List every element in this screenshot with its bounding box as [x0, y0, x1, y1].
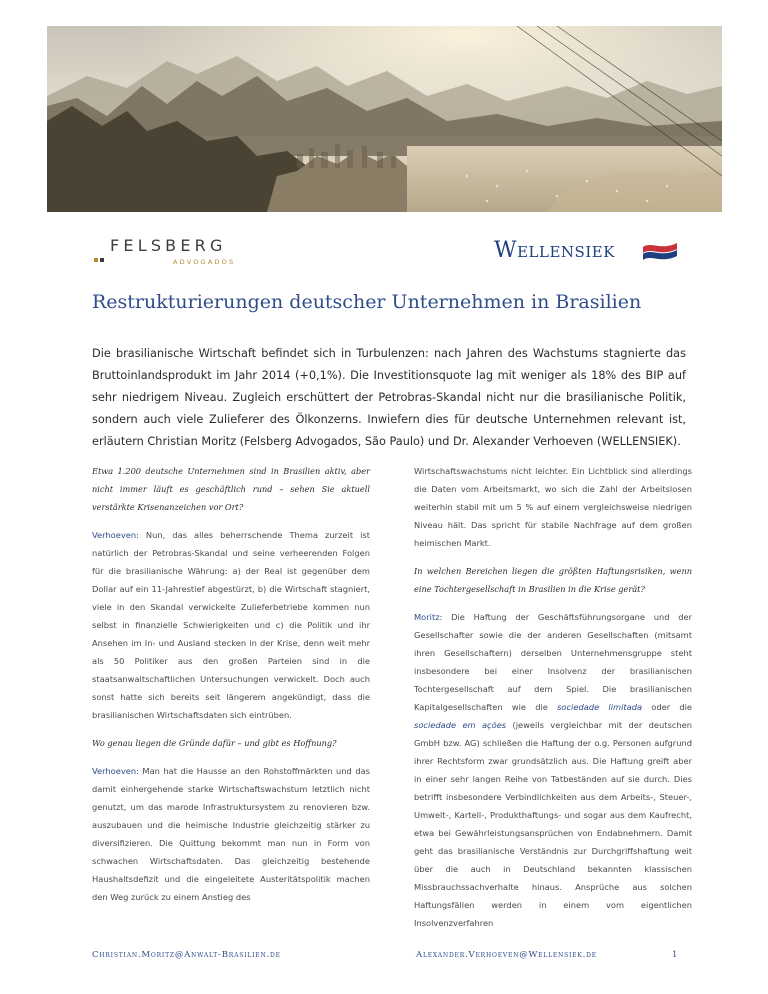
question-2: Wo genau liegen die Gründe dafür – und gibt es Hoffnung? — [92, 738, 337, 748]
speaker-label: Moritz: — [414, 612, 443, 622]
email-link-moritz[interactable]: Christian.Moritz@Anwalt-Brasilien.de — [92, 950, 281, 960]
answer-2-continued: Wirtschaftswachstums nicht leichter. Ein Lichtblick sind allerdings die Daten vom Arbeitsmarkt, wo sich die Zahl der Arbeitslosen weiterhin stabil mit um 5 % auf einem vergleichsweise niedrigen Niveau hält. Das spricht für stabile Nachfrage auf dem großen heimischen Markt. — [414, 466, 692, 548]
answer-text: oder die — [642, 702, 693, 712]
legal-term: sociedade limitada — [557, 702, 643, 712]
wellensiek-logo — [494, 238, 684, 268]
answer-text: Nun, das alles beherrschende Thema zurzeit ist natürlich der Petrobras-Skandal und seine verheerenden Folgen für die brasilianische Währung: a) der Real ist gegenüber dem Dollar auf ein 11-Jahrestief abgestürzt, b) die Wirtschaft stagniert, viele in den Skandal verwickelte Zulieferbetriebe kommen nun selbst in finanzielle Schwierigkeiten und c) die Politik und ihr Ansehen im In- und Ausland stecken in der Krise, denn weit mehr als 50 Politiker aus den großen Parteien sind in die staatsanwaltschaftlichen Untersuchungen verwickelt. Doch auch sonst hatte sich bereits seit längerem angekündigt, dass die brasilianischen Wirtschaftsdaten sich eintrüben. — [92, 530, 370, 720]
speaker-label: Verhoeven: — [92, 530, 139, 540]
hero-photo — [47, 26, 722, 212]
right-column — [414, 462, 692, 942]
intro-paragraph: Die brasilianische Wirtschaft befindet sich in Turbulenzen: nach Jahren des Wachstums stagnierte das Bruttoinlandsprodukt im Jahr 2014 (+0,1%). Die Investitionsquote lag mit weniger als 18% des BIP auf sehr niedrigem Niveau. Zugleich erschüttert der Petrobras-Skandal nicht nur die brasilianische Politik, sondern auch viele Zulieferer des Ölkonzerns. Inwiefern dies für deutsche Unternehmen relevant ist, erläutern Christian Moritz (Felsberg Advogados, São Paulo) und Dr. Alexander Verhoeven (WELLENSIEK). — [92, 347, 686, 448]
answer-text: Die Haftung der Geschäftsführungsorgane und der Gesellschafter sowie die der anderen Gesellschaften (mitsamt ihren Gesellschaftern) derselben Unternehmensgruppe steht insbesondere bei einer Insolvenz der brasilianischen Tochtergesellschaft auf dem Spiel. Die brasilianischen Kapitalgesellschaften wie die — [414, 612, 692, 712]
felsberg-subtitle: ADVOGADOS — [173, 258, 236, 266]
left-column — [92, 462, 370, 916]
email-link-verhoeven[interactable]: Alexander.Verhoeven@Wellensiek.de — [416, 950, 597, 960]
flag-icon — [641, 241, 679, 265]
question-1: Etwa 1.200 deutsche Unternehmen sind in Brasilien aktiv, aber nicht immer läuft es geschäftlich rund – sehen Sie aktuell verstärkte Krisenanzeichen vor Ort? — [92, 466, 370, 512]
page-title: Restrukturierungen deutscher Unternehmen in Brasilien — [92, 291, 642, 313]
wellensiek-name: Wellensiek — [494, 238, 615, 263]
rio-landscape-image — [47, 26, 722, 212]
answer-2 — [92, 762, 370, 906]
speaker-label: Verhoeven: — [92, 766, 139, 776]
question-3: In welchen Bereichen liegen die größten Haftungsrisiken, wenn eine Tochtergesellschaft in Brasilien in die Krise gerät? — [414, 566, 692, 594]
felsberg-logo — [94, 236, 244, 270]
answer-1 — [92, 526, 370, 724]
felsberg-dots-icon — [94, 247, 106, 266]
answer-text: Man hat die Hausse an den Rohstoffmärkten und das damit einhergehende starke Wirtschaftswachstum letztlich nicht genutzt, um das marode Infrastruktursystem zu renovieren bzw. auszubauen und die heimische Industrie gleichzeitig stärker zu diversifizieren. Die Quittung bekommt man nun in Form von schwachen Wirtschaftsdaten. Das gleichzeitig bestehende Haushaltsdefizit und die eingeleitete Austeritätspolitik machen den Weg zurück zu einem Anstieg des — [92, 766, 370, 902]
felsberg-name: FELSBERG — [110, 236, 227, 255]
page-number: 1 — [672, 950, 678, 960]
answer-3 — [414, 608, 692, 932]
legal-term: sociedade em ações — [414, 720, 507, 730]
answer-text: (jeweils vergleichbar mit der deutschen GmbH bzw. AG) schließen die Haftung der o.g. Personen aufgrund ihrer Rechtsform zwar grundsätzlich aus. Die Haftung greift aber in einer sehr langen Reihe von Tatbeständen auf sie durch. Dies betrifft insbesondere Verbindlichkeiten aus dem Arbeits-, Steuer-, Umwelt-, Kartell-, Produkthaftungs- und sogar aus dem Kaufrecht, etwa bei Gewährleistungsansprüchen von Endabnehmern. Damit geht das brasilianische Verständnis zur Durchgriffshaftung weit über die auch in Deutschland bekannten klassischen Missbrauchssachverhalte hinaus. Ansprüche aus solchen Haftungsfällen werden in einem vom eigentlichen Insolvenzverfahren — [414, 720, 693, 928]
